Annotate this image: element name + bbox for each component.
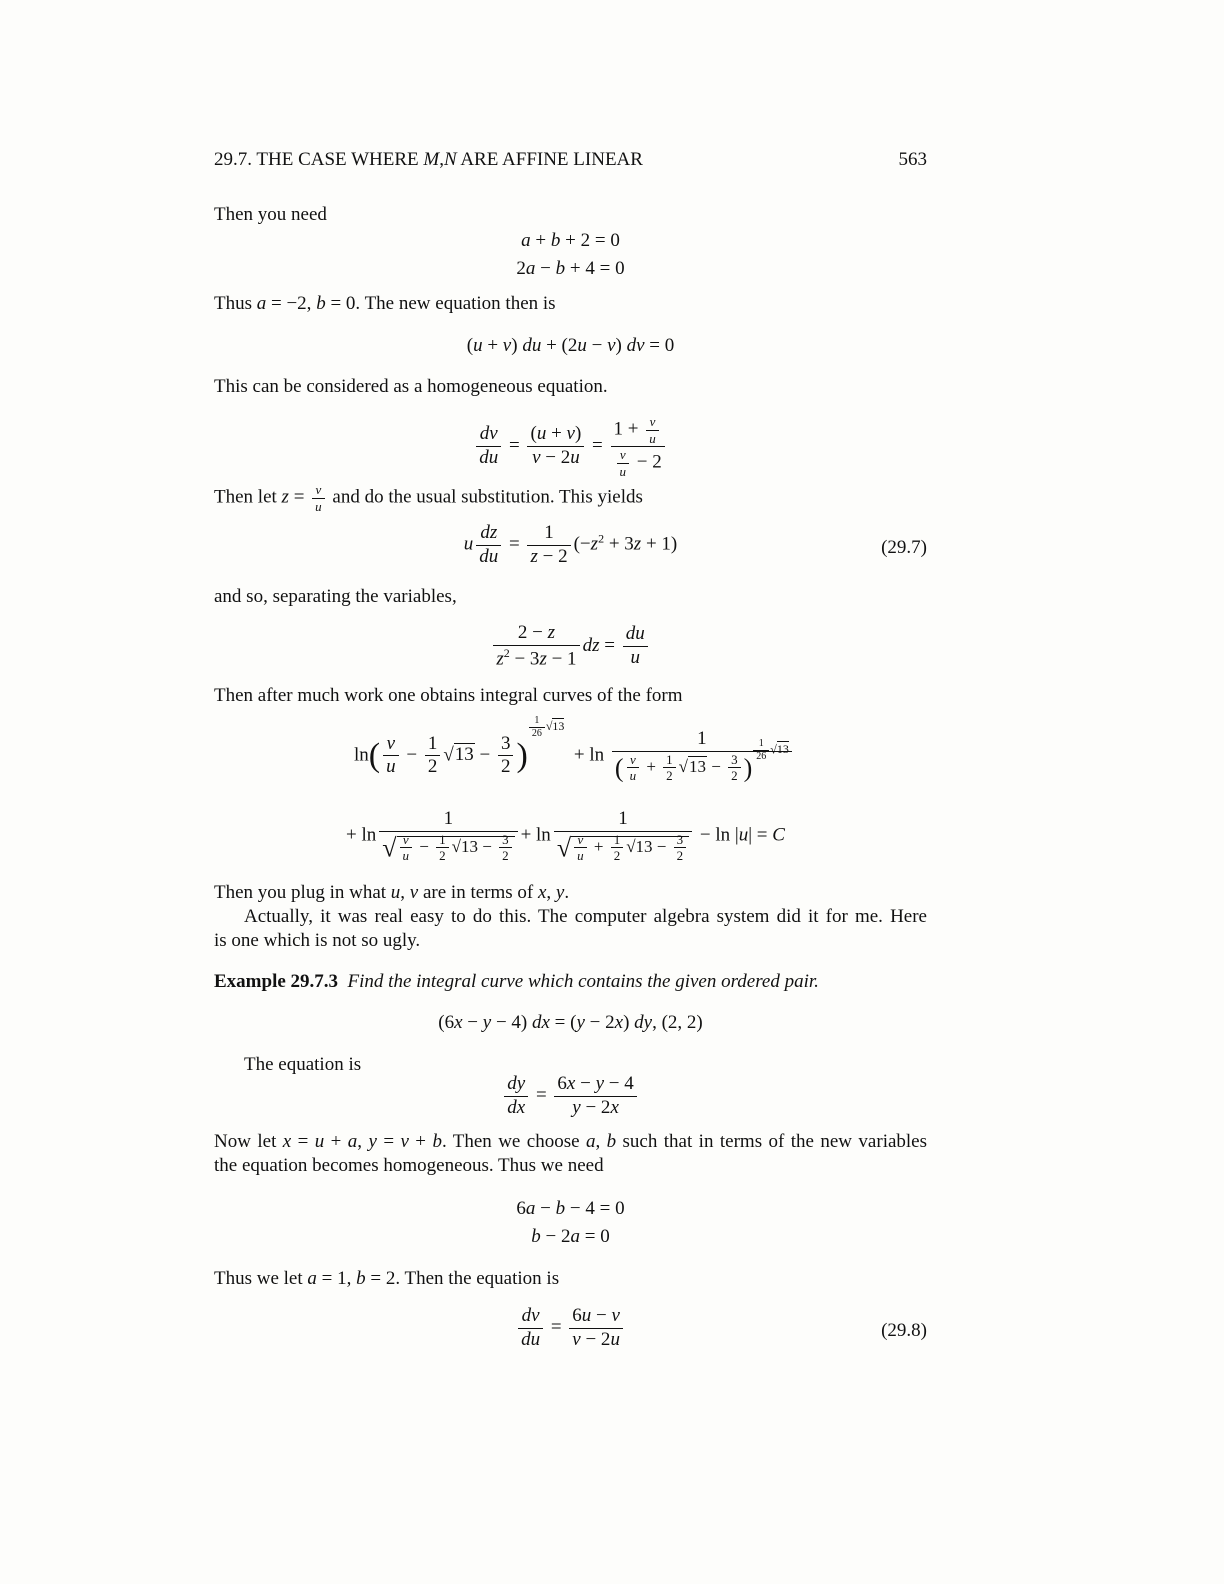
radicand: 13 — [689, 756, 707, 776]
numerator: 1 — [527, 522, 570, 546]
numerator: v — [312, 482, 325, 499]
denominator: z − 2 — [530, 545, 568, 567]
numerator: v — [646, 414, 659, 431]
denominator: v − 2u — [532, 447, 580, 469]
text: Then let — [214, 486, 282, 508]
equation-system-line: 2a − b + 4 = 0 — [516, 258, 625, 279]
denominator: 26 — [756, 750, 767, 762]
denominator: du — [521, 1328, 541, 1350]
example-text: Find the integral curve which contains the given ordered pair. — [347, 971, 819, 992]
plus-ln: + ln — [520, 824, 551, 846]
equation-dydx: $\frac{dy}{dx}$ = $\frac{6x - y - 4}{y - 2x}$ — [214, 1073, 927, 1120]
equation-system-line: 6a − b − 4 = 0 — [516, 1198, 625, 1219]
denominator: u — [402, 848, 410, 864]
plus-ln: + ln — [573, 744, 605, 766]
exponent: $\frac{1}{26}$ √13 — [528, 714, 565, 740]
text: are in terms of — [418, 882, 538, 903]
numerator: 6u − v — [569, 1305, 623, 1329]
numerator: 1 — [425, 733, 441, 757]
text: Then you plug in what — [214, 882, 391, 903]
denominator: du — [479, 447, 499, 469]
denominator: u — [619, 463, 627, 479]
paragraph: The equation is — [244, 1054, 362, 1075]
math: + 3z + 1) — [604, 533, 678, 555]
radicand: 13 — [776, 742, 789, 757]
integral-curve-line-1: ln( $\frac{v}{u}$ − $\frac{1}{2}$ √13 − $\frac{3}{2}$ ) $\frac{1}{26}$ √13 + ln 1 ( $\frac{v}{u}$ + $\frac{1}{2}$ √13 − $\frac{3}{2}$ ) $\frac{1}{26}$ √13 — [354, 728, 814, 784]
numerator: 1 — [612, 728, 792, 752]
running-header — [214, 148, 927, 172]
math: u — [463, 533, 474, 555]
text: Thus we let — [214, 1268, 308, 1289]
math: z = — [281, 486, 310, 508]
equation-separated — [214, 622, 927, 671]
equation-29-8: $\frac{dv}{du}$ = $\frac{6u - v}{v - 2u}$ (29.8) — [214, 1305, 927, 1352]
denominator: 2 — [731, 768, 738, 784]
equation: (6x − y − 4) dx = (y − 2x) dy, (2, 2) — [438, 1012, 703, 1033]
text: − 2 — [632, 451, 662, 473]
equation-homogeneous — [214, 414, 927, 479]
numerator: du — [623, 623, 648, 647]
equals: = — [504, 533, 525, 555]
numerator: 3 — [498, 733, 514, 757]
denominator: y − 2x — [572, 1096, 619, 1118]
numerator: dv — [476, 423, 501, 447]
paragraph: and so, separating the variables, — [214, 586, 457, 607]
math: x, y — [537, 882, 565, 903]
paragraph: This can be considered as a homogeneous equation. — [214, 376, 608, 397]
example-heading — [214, 970, 927, 994]
text: . The new equation then is — [355, 293, 556, 314]
paragraph — [214, 482, 927, 514]
denominator: du — [479, 545, 499, 567]
numerator: 3 — [674, 832, 687, 849]
paragraph — [214, 292, 927, 316]
math: x = u + a, y = v + b — [282, 1131, 442, 1152]
paragraph — [214, 881, 927, 905]
numerator: dy — [504, 1073, 528, 1097]
minus: − — [707, 756, 726, 776]
radicand: 13 — [552, 719, 565, 733]
paragraph: the equation becomes homogeneous. Thus we need — [214, 1155, 604, 1176]
section-title-rest: ARE AFFINE LINEAR — [456, 149, 643, 170]
math: a = 1, b = 2 — [307, 1268, 396, 1289]
numerator: v — [617, 447, 630, 464]
text: and do the usual substitution. This yields — [327, 486, 643, 508]
paragraph: is one which is not so ugly. — [214, 930, 421, 951]
denominator: 2 — [666, 768, 673, 784]
equals: = — [504, 435, 525, 457]
equals: = — [587, 435, 608, 457]
minus: − — [415, 836, 434, 856]
numerator: v — [400, 832, 413, 849]
equation-29-7 — [214, 522, 927, 569]
plus-ln: + ln — [346, 824, 377, 846]
text: − 3z − 1 — [509, 648, 577, 670]
minus: − — [401, 744, 422, 766]
radicand: 13 — [454, 744, 474, 766]
sqrt: √13 — [443, 744, 474, 766]
denominator: u — [649, 430, 656, 446]
plus: + — [589, 836, 608, 856]
denominator: 2 — [676, 848, 684, 864]
denominator: 2 — [502, 848, 509, 864]
paragraph — [214, 1130, 927, 1154]
equation: (u + v) du + (2u − v) dv = 0 — [466, 335, 675, 356]
denominator: 2 — [500, 756, 511, 778]
section-title-math: M,N — [423, 149, 457, 170]
denominator: u — [629, 768, 637, 784]
math: dz = — [582, 634, 620, 656]
text: . — [564, 882, 570, 903]
denominator: 2 — [613, 848, 621, 864]
paragraph — [214, 1267, 927, 1291]
text: 1 + — [613, 418, 644, 440]
numerator: 1 — [554, 808, 692, 832]
math: u, v — [390, 882, 419, 903]
text: Thus — [214, 293, 257, 314]
numerator: 6x − y − 4 — [554, 1073, 636, 1097]
math: − ln |u| = C — [695, 824, 785, 846]
section-title: 29.7. THE CASE WHERE — [214, 149, 424, 170]
denominator: 2 — [439, 848, 446, 864]
numerator: 1 — [611, 832, 624, 849]
denominator: 2 — [427, 756, 438, 778]
numerator: v — [627, 752, 640, 769]
numerator: 3 — [499, 832, 512, 849]
equation-system-line: a + b + 2 = 0 — [521, 230, 620, 251]
text: Now let — [214, 1131, 283, 1152]
denominator: u — [577, 848, 584, 864]
numerator: 2 − z — [493, 622, 579, 646]
exponent: 2 — [503, 645, 510, 660]
numerator: 1 — [379, 808, 517, 832]
exponent: 2 — [598, 531, 605, 546]
denominator: u — [386, 756, 396, 778]
text: z — [496, 648, 504, 670]
radicand: 13 — [460, 836, 478, 856]
denominator: dx — [507, 1096, 526, 1118]
text: . Then the equation is — [395, 1268, 560, 1289]
equation-system-line: b − 2a = 0 — [531, 1226, 610, 1247]
text: such that in terms of the new variables — [616, 1131, 928, 1152]
denominator: u — [315, 498, 322, 514]
numerator: 1 — [663, 752, 676, 769]
denominator: 26 — [531, 727, 542, 739]
equation-label: (29.8) — [881, 1320, 927, 1341]
minus: − — [652, 836, 671, 856]
numerator: v — [383, 733, 399, 757]
page-number: 563 — [898, 149, 927, 170]
plus: + — [642, 756, 661, 776]
numerator: v — [574, 832, 587, 849]
math: a = −2, b = 0 — [256, 293, 356, 314]
ln: ln — [354, 744, 369, 766]
math: (−z — [573, 533, 599, 555]
equation-label: (29.7) — [881, 537, 927, 558]
numerator: 1 — [529, 715, 545, 728]
example-label: Example 29.7.3 — [214, 971, 339, 992]
radicand: 13 — [635, 836, 653, 856]
paragraph: Then you need — [214, 204, 327, 225]
paragraph: Actually, it was real easy to do this. The computer algebra system did it for me. Here — [244, 906, 927, 927]
numerator: (u + v) — [527, 423, 584, 447]
math: a, b — [585, 1131, 617, 1152]
minus: − — [474, 744, 495, 766]
numerator: dv — [518, 1305, 543, 1329]
integral-curve-line-2: + ln 1 √ $\frac{v}{u}$ − $\frac{1}{2}$ √13 − $\frac{3}{2}$ + ln 1 √ $\frac{v}{u}$ + $\frac{1}{2}$ √13 − $\frac{3}{2}$ − ln |u| = C — [346, 808, 785, 864]
paragraph: Then after much work one obtains integral curves of the form — [214, 685, 683, 706]
text: . Then we choose — [441, 1131, 586, 1152]
denominator: u — [630, 646, 640, 668]
numerator: dz — [476, 522, 501, 546]
numerator: 1 — [436, 832, 449, 849]
denominator: v − 2u — [572, 1328, 620, 1350]
numerator: 1 — [753, 738, 769, 751]
minus: − — [477, 836, 497, 856]
numerator: 3 — [728, 752, 741, 769]
